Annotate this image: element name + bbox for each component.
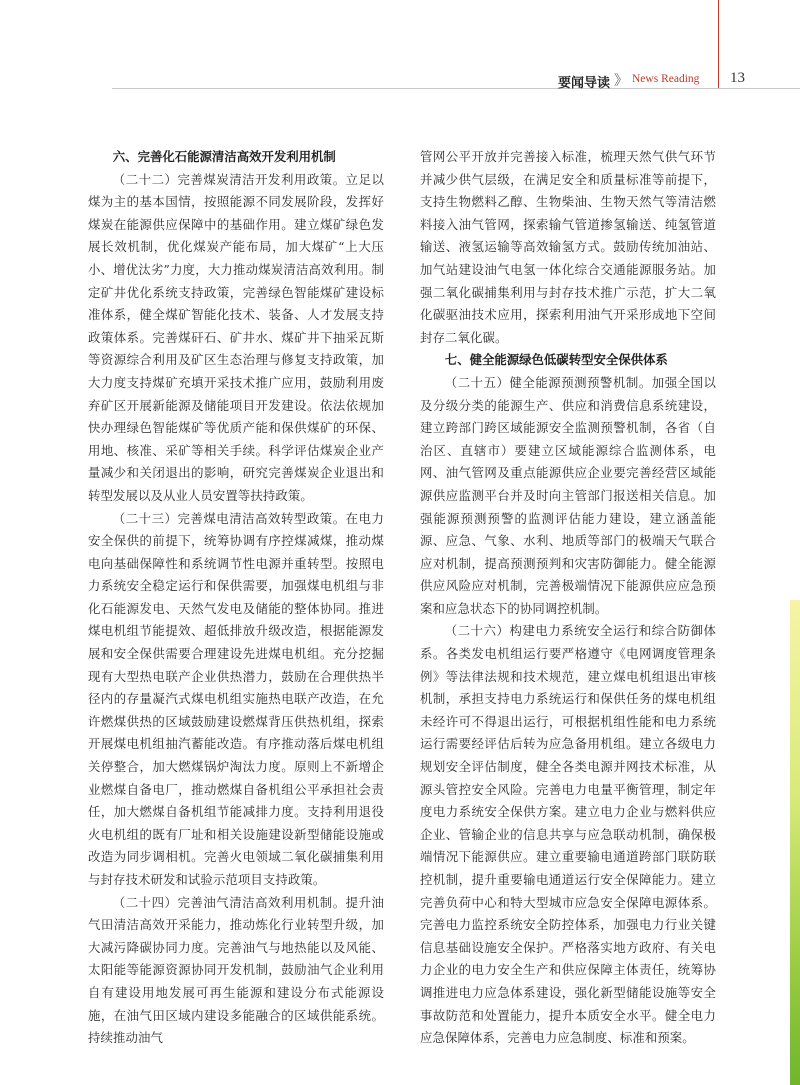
left-column	[88, 146, 384, 1050]
section-heading: 七、健全能源绿色低碳转型安全保供体系	[444, 352, 668, 368]
body-paragraph: （二十三）完善煤电清洁高效转型政策。在电力安全保供的前提下，统筹协调有序控煤减煤，推动煤电向基础保障性和系统调节性电源并重转型。按照电力系统安全稳定运行和保供需要，加强煤电机组与非化石能源发电、天然气发电及储能的整体协同。推进煤电机组节能提效、超低排放升级改造，根据能源发展和安全保供需要合理建设先进煤电机组。充分挖掘现有大型热电联产企业供热潜力，鼓励在合理供热半径内的存量凝汽式煤电机组实施热电联产改造，在允许燃煤供热的区域鼓励建设燃煤背压供热机组，探索开展煤电机组抽汽蓄能改造。有序推动落后煤电机组关停整合，加大燃煤锅炉淘汰力度。原则上不新增企业燃煤自备电厂，推动燃煤自备机组公平承担社会责任，加大燃煤自备机组节能减排力度。支持利用退役火电机组的既有厂址和相关设施建设新型储能设施或改造为同步调相机。完善火电领域二氧化碳捕集利用与封存技术研发和试验示范项目支持政策。	[88, 510, 384, 887]
body-paragraph: （二十二）完善煤炭清洁开发利用政策。立足以煤为主的基本国情，按照能源不同发展阶段，发挥好煤炭在能源供应保障中的基础作用。建立煤矿绿色发展长效机制，优化煤炭产能布局，加大煤矿“上大压小、增优汰劣”力度，大力推动煤炭清洁高效利用。制定矿井优化系统支持政策，完善绿色智能煤矿建设标准体系，健全煤矿智能化技术、装备、人才发展支持政策体系。完善煤矸石、矿井水、煤矿井下抽采瓦斯等资源综合利用及矿区生态治理与修复支持政策，加大力度支持煤矿充填开采技术推广应用，鼓励利用废弃矿区开展新能源及储能项目开发建设。依法依规加快办理绿色智能煤矿等优质产能和保供煤矿的环保、用地、核准、采矿等相关手续。科学评估煤炭企业产量减少和关闭退出的影响，研究完善煤炭企业退出和转型发展以及从业人员安置等扶持政策。	[88, 171, 384, 503]
section-name: 要闻导读	[557, 76, 610, 91]
page-number: 13	[730, 70, 745, 86]
double-chevron-icon: 》	[614, 73, 628, 89]
body-paragraph: 管网公平开放并完善接入标准，梳理天然气供气环节并减少供气层级，在满足安全和质量标准等前提下，支持生物燃料乙醇、生物柴油、生物天然气等清洁燃料接入油气管网，探索输气管道掺氢输送、纯氢管道输送、液氢运输等高效输氢方式。鼓励传统加油站、加气站建设油气电氢一体化综合交通能源服务站。加强二氧化碳捕集利用与封存技术推广示范，扩大二氧化碳驱油技术应用，探索利用油气开采形成地下空间封存二氧化碳。	[420, 149, 716, 345]
body-paragraph: （二十五）健全能源预测预警机制。加强全国以及分级分类的能源生产、供应和消费信息系统建设，建立跨部门跨区域能源安全监测预警机制，各省（自治区、直辖市）要建立区域能源综合监测体系，电网、油气管网及重点能源供应企业要完善经营区域能源供应监测平台并及时向主管部门报送相关信息。加强能源预测预警的监测评估能力建设，建立涵盖能源、应急、气象、水利、地质等部门的极端天气联合应对机制，提高预测预判和灾害防御能力。健全能源供应风险应对机制，完善极端情况下能源供应应急预案和应急状态下的协同调控机制。	[420, 374, 716, 616]
section-heading: 六、完善化石能源清洁高效开发利用机制	[112, 149, 336, 164]
header-divider	[112, 88, 800, 89]
header-accent-rule	[718, 0, 719, 88]
edge-color-bar	[790, 600, 800, 1085]
body-paragraph: （二十四）完善油气清洁高效利用机制。提升油气田清洁高效开采能力，推动炼化行业转型升级，加大减污降碳协同力度。完善油气与地热能以及风能、太阳能等能源资源协同开发机制，鼓励油气企业利用自有建设用地发展可再生能源和建设分布式能源设施，在油气田区域内建设多能融合的区域供能系统。持续推动油气	[88, 894, 384, 1046]
right-column	[420, 146, 716, 1050]
body-paragraph: （二十六）构建电力系统安全运行和综合防御体系。各类发电机组运行要严格遵守《电网调度管理条例》等法律法规和技术规范，建立煤电机组退出审核机制，承担支持电力系统运行和保供任务的煤电机组未经许可不得退出运行，可根据机组性能和电力系统运行需要经评估后转为应急备用机组。建立各级电力规划安全评估制度，健全各类电源并网技术标准，从源头管控安全风险。完善电力电量平衡管理，制定年度电力系统安全保供方案。建立电力企业与燃料供应企业、管输企业的信息共享与应急联动机制，确保极端情况下能源供应。建立重要输电通道跨部门联防联控机制，提升重要输电通道运行安全保障能力。建立完善负荷中心和特大型城市应急安全保障电源体系。完善电力监控系统安全防控体系，加强电力行业关键信息基础设施安全保护。严格落实地方政府、有关电力企业的电力安全生产和供应保障主体责任，统筹协调推进电力应急体系建设，强化新型储能设施等安全事故防范和处置能力，提升本质安全水平。健全电力应急保障体系，完善电力应急制度、标准和预案。	[420, 623, 716, 1046]
section-name-english: News Reading	[632, 73, 700, 85]
